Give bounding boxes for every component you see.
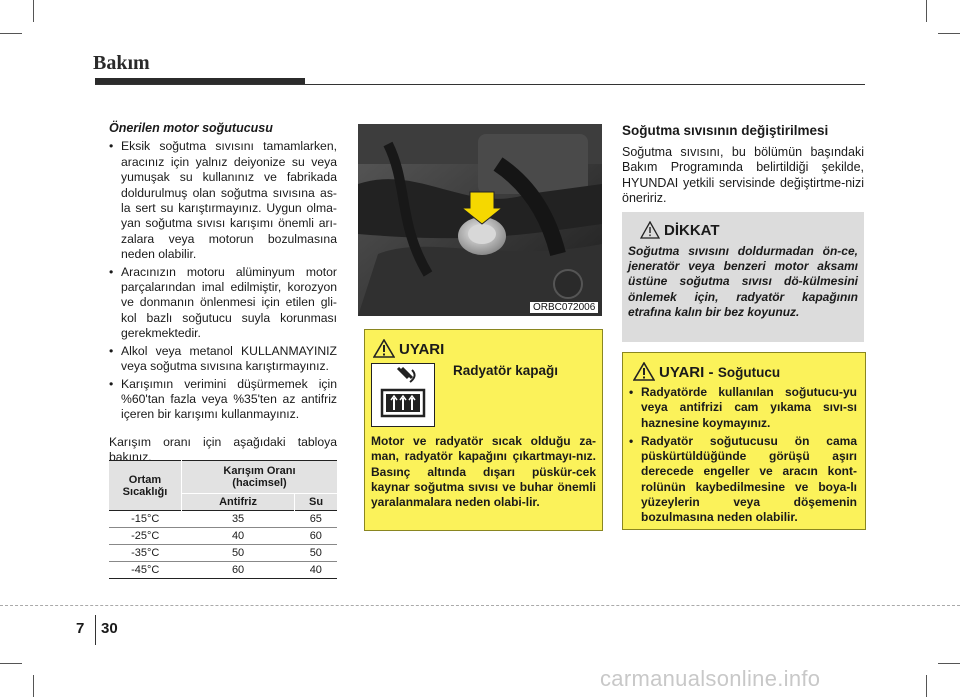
- warning-title: Radyatör kapağı: [453, 363, 559, 378]
- coolant-warning-bullets: [629, 385, 857, 528]
- engine-illustration: [358, 124, 602, 316]
- warning-triangle-icon: [373, 339, 395, 363]
- watermark: carmanualsonline.info: [600, 666, 821, 691]
- col-antifreeze-header: Antifriz: [182, 494, 295, 511]
- header-rule: [95, 84, 865, 85]
- cell-water: 65: [309, 513, 322, 525]
- cell-water: 60: [309, 530, 322, 542]
- cell-water: 40: [309, 564, 322, 576]
- col-water-header: Su: [295, 494, 337, 511]
- coolant-subheading: Önerilen motor soğutucusu: [109, 121, 273, 135]
- section-title: Bakım: [93, 52, 150, 74]
- warning-coolant: [622, 352, 866, 530]
- table-intro: Karışım oranı için aşağıdaki tabloya bakınız.: [109, 434, 337, 465]
- list-item: • Alkol veya metanol KULLANMAYINIZ veya soğutma sıvısına karıştırmayınız.: [109, 344, 337, 375]
- cell-temp: -45°C: [131, 564, 160, 576]
- caution-body: Soğutma sıvısını doldurmadan ön-ce, jeneratör veya benzeri motor aksamı üstüne soğutma sıvısı dö-külmesini önlemek için, radyatör kapağının etrafına kalın bir bez koyunuz.: [628, 244, 858, 319]
- warning-radiator-cap: [364, 329, 603, 531]
- figure-code: ORBC072006: [530, 302, 598, 313]
- col-ambient-header: Ortam Sıcaklığı: [109, 461, 182, 511]
- cell-antifreeze: 40: [231, 530, 245, 542]
- table-row: [109, 562, 337, 579]
- coolant-change-paragraph: Soğutma sıvısını, bu bölümün başındaki Bakım Programında belirtildiği şekilde, HYUNDAI yetkili servisinde değiştirtme-nizi öneririz.: [622, 144, 864, 205]
- hot-radiator-icon: [371, 363, 435, 427]
- warning-body: Motor ve radyatör sıcak olduğu za-man, radyatör kapağını çıkartmayı-nız. Basınç altında dışarı püskür-cek kaynar soğutma sıvısı ve buhar önemli yaralanmalara neden olabi-lir.: [371, 434, 596, 510]
- cell-antifreeze: 60: [231, 564, 245, 576]
- col-mix-header: Karışım Oranı (hacimsel): [223, 465, 296, 489]
- cell-temp: -15°C: [131, 513, 160, 525]
- page-divider: [95, 615, 96, 645]
- cell-water: 50: [309, 547, 322, 559]
- cell-antifreeze: 50: [231, 547, 245, 559]
- coolant-bullets: [109, 139, 337, 422]
- right-column: [622, 123, 864, 207]
- table-row: [109, 511, 337, 528]
- list-item: • Radyatör soğutucusu ön cama püskürtüldüğünde görüşü aşırı derecede engeller ve aracın kont-rolünün kaybedilmesine ve boya-lı yüzeylerin veya döşemenin bozulmasına neden olabilir.: [629, 434, 857, 526]
- crop-mark: [0, 663, 22, 664]
- caution-box: [622, 212, 864, 342]
- warning-label: UYARI -: [659, 364, 714, 381]
- crop-mark: [926, 675, 927, 697]
- list-item: • Eksik soğutma sıvısını tamamlarken, aracınız için yalnız deiyonize su veya yumuşak su kullanınız ve fabrikada doldurulmuş olan soğutma sıvısına as-la sert su karıştırmayınız. Uygun olma-yan soğutma sıvısı karışımı önemli arı-zalara veya motorun bozulmasına neden olabilir.: [109, 139, 337, 262]
- crop-mark: [938, 663, 960, 664]
- cell-temp: -35°C: [131, 547, 160, 559]
- caution-label: DİKKAT: [664, 222, 720, 239]
- mixture-table: [109, 460, 337, 579]
- crop-mark: [926, 0, 927, 22]
- warning-triangle-icon: [640, 221, 660, 244]
- table-row: [109, 528, 337, 545]
- crop-mark: [0, 33, 22, 34]
- warning-triangle-icon: [633, 362, 655, 386]
- warning-subject: Soğutucu: [717, 365, 781, 380]
- chapter-number: 7: [76, 620, 85, 637]
- engine-photo: [358, 124, 602, 316]
- coolant-change-heading: Soğutma sıvısının değiştirilmesi: [622, 123, 829, 138]
- list-item: • Aracınızın motoru alüminyum motor parçalarından imal edilmiştir, korozyon ve donmanın önlenmesi için etilen gli-kol bazlı soğutucu suyla korunması gerekmektedir.: [109, 265, 337, 342]
- left-column: [109, 121, 337, 466]
- list-item: • Radyatörde kullanılan soğutucu-yu veya antifrizi cam yıkama sıvı-sı haznesine koymayınız.: [629, 385, 857, 431]
- page-number: 30: [101, 620, 118, 637]
- table-row: [109, 545, 337, 562]
- list-item: • Karışımın verimini düşürmemek için %60'tan fazla veya %35'ten az antifriz içeren bir karışımı kullanmayınız.: [109, 377, 337, 423]
- cell-antifreeze: 35: [231, 513, 245, 525]
- crop-mark: [33, 0, 34, 22]
- footer-rule: [0, 605, 960, 606]
- cell-temp: -25°C: [131, 530, 160, 542]
- warning-label: UYARI: [399, 341, 445, 358]
- crop-mark: [938, 33, 960, 34]
- crop-mark: [33, 675, 34, 697]
